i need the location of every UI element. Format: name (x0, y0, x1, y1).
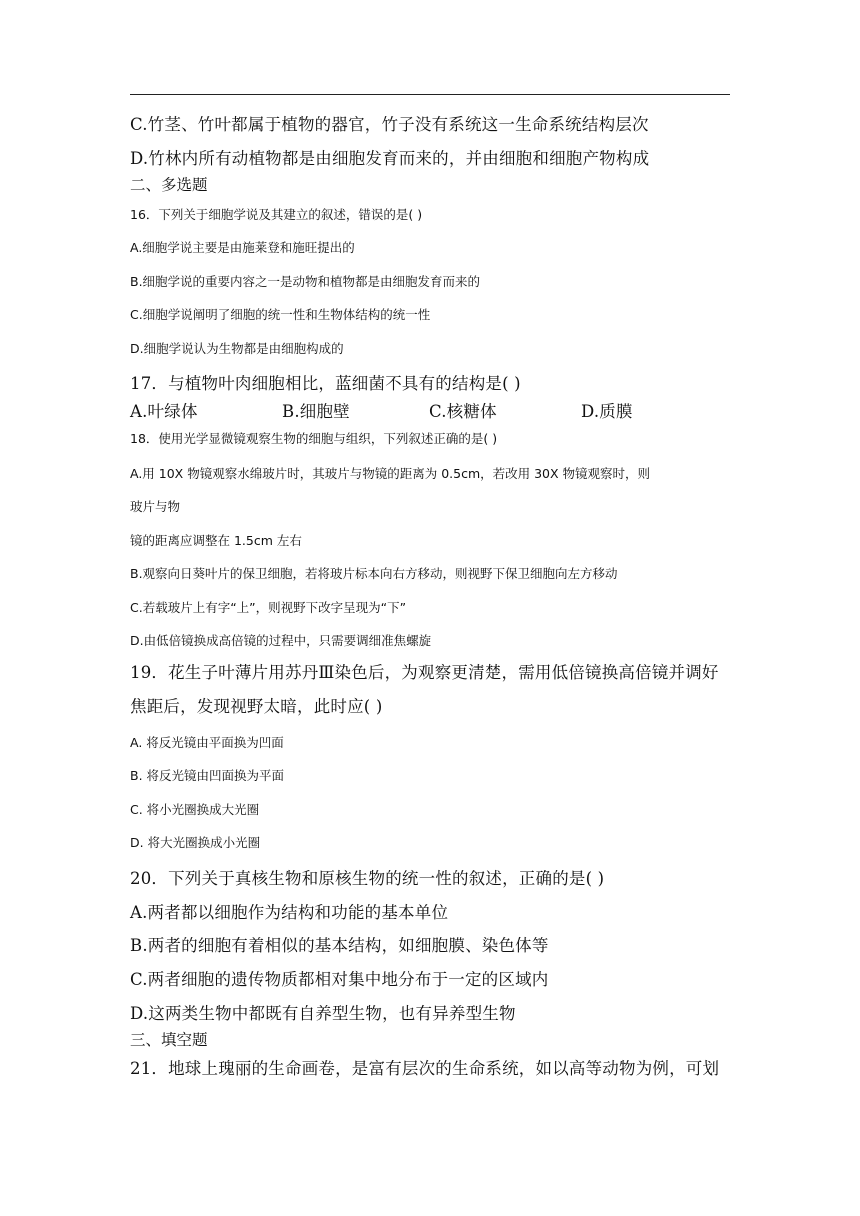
q16-option-d: D.细胞学说认为生物都是由细胞构成的 (130, 341, 344, 356)
q18-option-d: D.由低倍镜换成高倍镜的过程中，只需要调细准焦螺旋 (130, 633, 432, 648)
q18-option-b: B.观察向日葵叶片的保卫细胞，若将玻片标本向右方移动，则视野下保卫细胞向左方移动 (130, 566, 618, 581)
q19-option-a: A. 将反光镜由平面换为凹面 (130, 735, 284, 750)
q19-option-d: D. 将大光圈换成小光圈 (130, 835, 261, 850)
q18-option-c: C.若载玻片上有字“上”，则视野下改字呈现为“下” (130, 600, 407, 615)
q16-option-a: A.细胞学说主要是由施莱登和施旺提出的 (130, 240, 355, 255)
q19-stem: 19．花生子叶薄片用苏丹Ⅲ染色后，为观察更清楚，需用低倍镜换高倍镜并调好焦距后，发现视野太暗，此时应( ) (130, 663, 719, 716)
q17-stem: 17．与植物叶肉细胞相比，蓝细菌不具有的结构是( ) (130, 374, 521, 393)
q17-option-b: B.细胞壁 (282, 402, 350, 421)
q20-option-b: B.两者的细胞有着相似的基本结构，如细胞膜、染色体等 (130, 936, 549, 955)
q15-option-d: D.竹林内所有动植物都是由细胞发育而来的，并由细胞和细胞产物构成 (130, 149, 650, 168)
q20-option-a: A.两者都以细胞作为结构和功能的基本单位 (130, 903, 449, 922)
q16-stem: 16．下列关于细胞学说及其建立的叙述，错误的是( ) (130, 207, 423, 222)
q19-option-c: C. 将小光圈换成大光圈 (130, 802, 260, 817)
q17-option-a: A.叶绿体 (130, 402, 198, 421)
q16-option-b: B.细胞学说的重要内容之一是动物和植物都是由细胞发育而来的 (130, 274, 481, 289)
section-heading-multiple-choice: 二、多选题 (130, 176, 208, 194)
q17-options (130, 398, 633, 422)
q21-stem: 21．地球上瑰丽的生命画卷，是富有层次的生命系统，如以高等动物为例，可划 (130, 1059, 720, 1078)
header-rule (130, 94, 730, 95)
q19-option-b: B. 将反光镜由凹面换为平面 (130, 768, 285, 783)
q16-option-c: C.细胞学说阐明了细胞的统一性和生物体结构的统一性 (130, 307, 431, 322)
q18-option-a-line1: A.用 10X 物镜观察水绵玻片时，其玻片与物镜的距离为 0.5cm，若改用 30X 物镜观察时，则 (130, 466, 651, 481)
q18-option-a-line3: 镜的距离应调整在 1.5cm 左右 (130, 533, 302, 548)
q20-option-d: D.这两类生物中都既有自养型生物，也有异养型生物 (130, 1004, 516, 1023)
q17-option-d: D.质膜 (581, 402, 633, 421)
q17-option-c: C.核糖体 (429, 402, 497, 421)
q15-option-c: C.竹茎、竹叶都属于植物的器官，竹子没有系统这一生命系统结构层次 (130, 115, 649, 134)
q18-stem: 18．使用光学显微镜观察生物的细胞与组织，下列叙述正确的是( ) (130, 431, 498, 446)
section-heading-fill-blank: 三、填空题 (130, 1031, 208, 1049)
q20-option-c: C.两者细胞的遗传物质都相对集中地分布于一定的区域内 (130, 970, 549, 989)
q18-option-a-line2: 玻片与物 (130, 499, 181, 514)
q20-stem: 20．下列关于真核生物和原核生物的统一性的叙述，正确的是( ) (130, 869, 605, 888)
